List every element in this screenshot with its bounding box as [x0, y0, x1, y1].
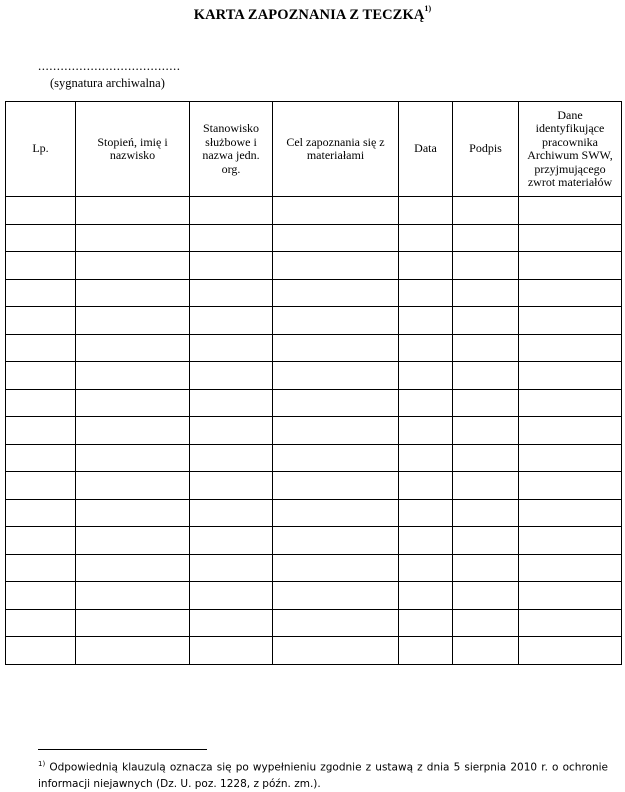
table-cell[interactable]: [6, 362, 76, 390]
table-cell[interactable]: [76, 472, 190, 500]
table-cell[interactable]: [453, 609, 519, 637]
table-cell[interactable]: [273, 389, 399, 417]
table-cell[interactable]: [453, 527, 519, 555]
table-row: [6, 637, 622, 665]
table-cell[interactable]: [399, 362, 453, 390]
table-cell[interactable]: [399, 389, 453, 417]
table-cell[interactable]: [519, 334, 622, 362]
table-cell[interactable]: [453, 389, 519, 417]
table-cell[interactable]: [6, 499, 76, 527]
table-cell[interactable]: [76, 527, 190, 555]
table-cell[interactable]: [399, 554, 453, 582]
table-cell[interactable]: [190, 444, 273, 472]
table-cell[interactable]: [399, 307, 453, 335]
header-date: Data: [399, 102, 453, 197]
table-cell[interactable]: [6, 307, 76, 335]
table-cell[interactable]: [453, 472, 519, 500]
table-row: [6, 554, 622, 582]
table-cell[interactable]: [6, 197, 76, 225]
table-cell[interactable]: [453, 197, 519, 225]
signature-dotted-line: ......................................: [38, 58, 181, 73]
document-title: [0, 6, 625, 24]
title-footnote-marker: 1): [424, 4, 432, 13]
table-cell[interactable]: [190, 609, 273, 637]
table-cell[interactable]: [273, 307, 399, 335]
table-cell[interactable]: [273, 197, 399, 225]
table-cell[interactable]: [519, 444, 622, 472]
table-cell[interactable]: [399, 279, 453, 307]
table-cell[interactable]: [399, 224, 453, 252]
table-row: [6, 279, 622, 307]
table-cell[interactable]: [399, 582, 453, 610]
table-cell[interactable]: [6, 582, 76, 610]
table-cell[interactable]: [273, 279, 399, 307]
table-row: [6, 527, 622, 555]
table-cell[interactable]: [519, 582, 622, 610]
table-cell[interactable]: [519, 252, 622, 280]
footnote-text: Odpowiednią klauzulą oznacza się po wypełnieniu zgodnie z ustawą z dnia 5 sierpnia 2010 r. o ochronie informacji niejawnych (Dz. U. poz. 1228, z późn. zm.).: [38, 761, 608, 790]
footnote-marker: 1): [38, 760, 46, 768]
table-cell[interactable]: [453, 444, 519, 472]
acquaintance-table: [5, 101, 622, 665]
table-row: [6, 252, 622, 280]
table-cell[interactable]: [6, 637, 76, 665]
table-cell[interactable]: [76, 307, 190, 335]
table-cell[interactable]: [453, 279, 519, 307]
table-cell[interactable]: [273, 224, 399, 252]
table-row: [6, 582, 622, 610]
table-cell[interactable]: [273, 499, 399, 527]
table-cell[interactable]: [453, 499, 519, 527]
table-cell[interactable]: [76, 362, 190, 390]
table-cell[interactable]: [190, 362, 273, 390]
table-cell[interactable]: [76, 389, 190, 417]
table-cell[interactable]: [399, 334, 453, 362]
table-row: [6, 444, 622, 472]
table-cell[interactable]: [453, 637, 519, 665]
table-cell[interactable]: [76, 334, 190, 362]
table-cell[interactable]: [519, 307, 622, 335]
table-cell[interactable]: [190, 389, 273, 417]
table-cell[interactable]: [273, 252, 399, 280]
table-cell[interactable]: [273, 417, 399, 445]
table-cell[interactable]: [453, 582, 519, 610]
table-cell[interactable]: [519, 554, 622, 582]
table-cell[interactable]: [399, 197, 453, 225]
table-header-row: [6, 102, 622, 197]
table-cell[interactable]: [6, 334, 76, 362]
table-cell[interactable]: [399, 417, 453, 445]
table-cell[interactable]: [190, 527, 273, 555]
table-cell[interactable]: [519, 197, 622, 225]
table-cell[interactable]: [519, 362, 622, 390]
table-cell[interactable]: [190, 499, 273, 527]
document-title-text: KARTA ZAPOZNANIA Z TECZKĄ: [193, 6, 425, 23]
table-cell[interactable]: [273, 334, 399, 362]
table-cell[interactable]: [519, 279, 622, 307]
table-cell[interactable]: [76, 197, 190, 225]
table-cell[interactable]: [6, 279, 76, 307]
table-cell[interactable]: [190, 252, 273, 280]
table-cell[interactable]: [273, 554, 399, 582]
table-body: [6, 197, 622, 665]
table-cell[interactable]: [273, 444, 399, 472]
table-cell[interactable]: [453, 554, 519, 582]
table-cell[interactable]: [190, 224, 273, 252]
table-cell[interactable]: [399, 499, 453, 527]
header-purpose: Cel zapoznania się z materiałami: [273, 102, 399, 197]
table-cell[interactable]: [273, 582, 399, 610]
table-cell[interactable]: [76, 224, 190, 252]
table-cell[interactable]: [76, 499, 190, 527]
table-cell[interactable]: [519, 609, 622, 637]
table-cell[interactable]: [453, 334, 519, 362]
table-cell[interactable]: [6, 472, 76, 500]
table-row: [6, 197, 622, 225]
table-cell[interactable]: [190, 334, 273, 362]
table-cell[interactable]: [453, 307, 519, 335]
table-cell[interactable]: [273, 527, 399, 555]
table-row: [6, 362, 622, 390]
table-cell[interactable]: [190, 197, 273, 225]
table-row: [6, 417, 622, 445]
table-cell[interactable]: [399, 472, 453, 500]
table-cell[interactable]: [6, 554, 76, 582]
table-cell[interactable]: [399, 637, 453, 665]
table-cell[interactable]: [519, 389, 622, 417]
table-cell[interactable]: [190, 472, 273, 500]
table-cell[interactable]: [273, 472, 399, 500]
table-cell[interactable]: [6, 444, 76, 472]
table-cell[interactable]: [6, 527, 76, 555]
table-row: [6, 609, 622, 637]
table-cell[interactable]: [76, 609, 190, 637]
table-cell[interactable]: [76, 279, 190, 307]
table-cell[interactable]: [190, 279, 273, 307]
table-cell[interactable]: [399, 252, 453, 280]
table-row: [6, 307, 622, 335]
header-archive-employee: Dane identyfikujące pracownika Archiwum SWW, przyjmującego zwrot materiałów: [519, 102, 622, 197]
header-signature: Podpis: [453, 102, 519, 197]
table-cell[interactable]: [190, 417, 273, 445]
table-cell[interactable]: [6, 609, 76, 637]
table-cell[interactable]: [76, 637, 190, 665]
table-row: [6, 389, 622, 417]
table-cell[interactable]: [399, 527, 453, 555]
header-rank-name: Stopień, imię i nazwisko: [76, 102, 190, 197]
table-cell[interactable]: [273, 637, 399, 665]
table-cell[interactable]: [76, 417, 190, 445]
table-cell[interactable]: [6, 417, 76, 445]
table-cell[interactable]: [6, 252, 76, 280]
table-cell[interactable]: [273, 609, 399, 637]
table-cell[interactable]: [76, 444, 190, 472]
table-cell[interactable]: [519, 499, 622, 527]
table-cell[interactable]: [519, 472, 622, 500]
table-row: [6, 499, 622, 527]
table-row: [6, 224, 622, 252]
table-row: [6, 472, 622, 500]
table-cell[interactable]: [190, 637, 273, 665]
table-cell[interactable]: [76, 554, 190, 582]
table-cell[interactable]: [453, 224, 519, 252]
table-cell[interactable]: [519, 527, 622, 555]
table-cell[interactable]: [76, 582, 190, 610]
table-cell[interactable]: [273, 362, 399, 390]
header-position-unit: Stanowisko służbowe i nazwa jedn. org.: [190, 102, 273, 197]
table-cell[interactable]: [190, 582, 273, 610]
table-cell[interactable]: [190, 554, 273, 582]
table-cell[interactable]: [399, 444, 453, 472]
table-cell[interactable]: [190, 307, 273, 335]
table-cell[interactable]: [399, 609, 453, 637]
table-cell[interactable]: [519, 224, 622, 252]
signature-label: (sygnatura archiwalna): [50, 76, 165, 90]
table-cell[interactable]: [519, 417, 622, 445]
footnote: [38, 756, 608, 792]
table-cell[interactable]: [453, 417, 519, 445]
footnote-separator: [38, 749, 207, 750]
header-lp: Lp.: [6, 102, 76, 197]
table-cell[interactable]: [76, 252, 190, 280]
table-cell[interactable]: [453, 252, 519, 280]
table-cell[interactable]: [519, 637, 622, 665]
table-cell[interactable]: [453, 362, 519, 390]
table-cell[interactable]: [6, 224, 76, 252]
table-cell[interactable]: [6, 389, 76, 417]
table-row: [6, 334, 622, 362]
